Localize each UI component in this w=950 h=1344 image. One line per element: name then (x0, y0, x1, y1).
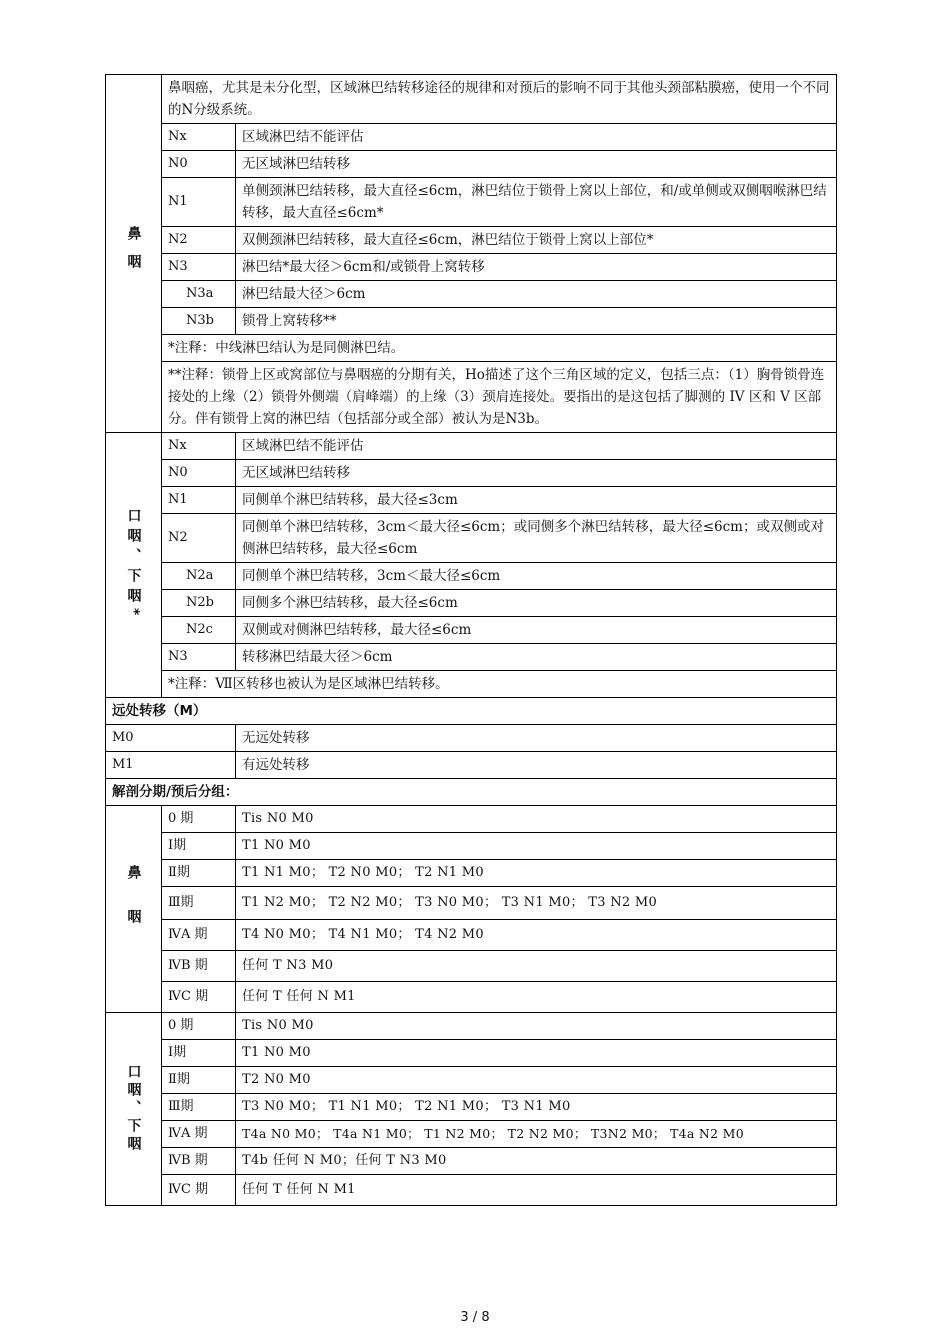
table-row (106, 460, 837, 487)
stage-name: ⅣC 期 (162, 982, 236, 1013)
n-desc: 区域淋巴结不能评估 (236, 433, 837, 460)
n-code: N0 (162, 460, 236, 487)
table-row (106, 590, 837, 617)
stage-combo: 任何 T N3 M0 (236, 951, 837, 982)
n-desc: 同侧单个淋巴结转移，最大径≤3cm (236, 487, 837, 514)
n-desc: 同侧多个淋巴结转移，最大径≤6cm (236, 590, 837, 617)
table-row (106, 433, 837, 460)
stage-name: ⅣA 期 (162, 1121, 236, 1148)
n-code: N2c (162, 617, 236, 644)
n-desc: 淋巴结最大径＞6cm (236, 281, 837, 308)
m-header-row (106, 698, 837, 725)
table-row (106, 487, 837, 514)
n-code: N1 (162, 178, 236, 227)
m-code: M0 (106, 725, 236, 752)
m-desc: 无远处转移 (236, 725, 837, 752)
stage-combo: T1 N2 M0； T2 N2 M0； T3 N0 M0； T3 N1 M0； T3 N2 M0 (236, 887, 837, 920)
oh-stage-group-label: 口咽、下咽 (106, 1013, 162, 1206)
table-row (106, 951, 837, 982)
stage-name: Ⅰ期 (162, 1040, 236, 1067)
table-row (106, 254, 837, 281)
stage-combo: T4 N0 M0； T4 N1 M0； T4 N2 M0 (236, 920, 837, 951)
n-code: Nx (162, 124, 236, 151)
stage-name: ⅣA 期 (162, 920, 236, 951)
stage-combo: T3 N0 M0； T1 N1 M0； T2 N1 M0； T3 N1 M0 (236, 1094, 837, 1121)
stage-name: ⅣB 期 (162, 1148, 236, 1175)
stage-combo: T1 N0 M0 (236, 833, 837, 860)
n-desc: 单侧颈淋巴结转移，最大直径≤6cm，淋巴结位于锁骨上窝以上部位，和/或单侧或双侧咽喉淋巴结转移，最大直径≤6cm* (236, 178, 837, 227)
n-code: N0 (162, 151, 236, 178)
table-row (106, 227, 837, 254)
stage-name: Ⅱ期 (162, 860, 236, 887)
table-row (106, 860, 837, 887)
stage-name: Ⅰ期 (162, 833, 236, 860)
stage-combo: T2 N0 M0 (236, 1067, 837, 1094)
n-desc: 同侧单个淋巴结转移，3cm＜最大径≤6cm；或同侧多个淋巴结转移，最大径≤6cm；或双侧或对侧淋巴结转移，最大径≤6cm (236, 514, 837, 563)
stage-combo: T1 N1 M0； T2 N0 M0； T2 N1 M0 (236, 860, 837, 887)
table-row (106, 1040, 837, 1067)
n-code: N3 (162, 254, 236, 281)
np-group-label: 鼻咽 (106, 75, 162, 433)
np-intro-row (106, 75, 837, 124)
stage-combo: T1 N0 M0 (236, 1040, 837, 1067)
table-row (106, 1094, 837, 1121)
stage-name: 0 期 (162, 806, 236, 833)
n-code: N3 (162, 644, 236, 671)
table-row (106, 151, 837, 178)
stage-header: 解剖分期/预后分组： (106, 779, 837, 806)
table-row (106, 308, 837, 335)
n-desc: 区域淋巴结不能评估 (236, 124, 837, 151)
n-desc: 双侧或对侧淋巴结转移，最大径≤6cm (236, 617, 837, 644)
stage-combo: T4b 任何 N M0；任何 T N3 M0 (236, 1148, 837, 1175)
np-note1-row (106, 335, 837, 362)
n-desc: 同侧单个淋巴结转移，3cm＜最大径≤6cm (236, 563, 837, 590)
oh-note: *注释：Ⅶ区转移也被认为是区域淋巴结转移。 (162, 671, 837, 698)
table-row (106, 281, 837, 308)
stage-name: Ⅲ期 (162, 887, 236, 920)
m-code: M1 (106, 752, 236, 779)
n-desc: 无区域淋巴结转移 (236, 151, 837, 178)
oh-note-row (106, 671, 837, 698)
oh-group-label: 口咽、下咽* (106, 433, 162, 698)
stage-combo: 任何 T 任何 N M1 (236, 982, 837, 1013)
np-note2-row (106, 362, 837, 433)
table-row (106, 178, 837, 227)
stage-name: ⅣB 期 (162, 951, 236, 982)
table-row (106, 1148, 837, 1175)
n-desc: 转移淋巴结最大径＞6cm (236, 644, 837, 671)
stage-name: Ⅲ期 (162, 1094, 236, 1121)
table-row (106, 1067, 837, 1094)
table-row (106, 982, 837, 1013)
table-row (106, 1175, 837, 1206)
n-code: Nx (162, 433, 236, 460)
n-code: N1 (162, 487, 236, 514)
np-stage-group-label: 鼻咽 (106, 806, 162, 1013)
n-code: N2b (162, 590, 236, 617)
table-row (106, 725, 837, 752)
stage-header-row (106, 779, 837, 806)
np-intro: 鼻咽癌，尤其是未分化型，区域淋巴结转移途径的规律和对预后的影响不同于其他头颈部粘膜癌，使用一个不同的N分级系统。 (162, 75, 837, 124)
stage-combo: T4a N0 M0； T4a N1 M0； T1 N2 M0； T2 N2 M0； T3N2 M0； T4a N2 M0 (236, 1121, 837, 1148)
table-row (106, 920, 837, 951)
page-number: 3 / 8 (460, 1310, 490, 1325)
n-desc: 双侧颈淋巴结转移，最大直径≤6cm，淋巴结位于锁骨上窝以上部位* (236, 227, 837, 254)
n-code: N2 (162, 514, 236, 563)
table-row (106, 887, 837, 920)
table-row (106, 1013, 837, 1040)
table-row (106, 644, 837, 671)
stage-name: ⅣC 期 (162, 1175, 236, 1206)
stage-name: 0 期 (162, 1013, 236, 1040)
stage-combo: 任何 T 任何 N M1 (236, 1175, 837, 1206)
n-code: N3a (162, 281, 236, 308)
table-row (106, 1121, 837, 1148)
np-note2: **注释：锁骨上区或窝部位与鼻咽癌的分期有关，Ho描述了这个三角区域的定义，包括三点：（1）胸骨锁骨连接处的上缘（2）锁骨外侧端（肩峰端）的上缘（3）颈肩连接处。要指出的是这包括了脚测的 IV 区和 V 区部分。伴有锁骨上窝的淋巴结（包括部分或全部）被认为是N3b。 (162, 362, 837, 433)
table-row (106, 514, 837, 563)
table-row (106, 833, 837, 860)
n-code: N2 (162, 227, 236, 254)
table-row (106, 752, 837, 779)
stage-combo: Tis N0 M0 (236, 806, 837, 833)
table-row (106, 617, 837, 644)
table-row (106, 563, 837, 590)
stage-combo: Tis N0 M0 (236, 1013, 837, 1040)
n-code: N2a (162, 563, 236, 590)
stage-name: Ⅱ期 (162, 1067, 236, 1094)
n-desc: 淋巴结*最大径＞6cm和/或锁骨上窝转移 (236, 254, 837, 281)
m-desc: 有远处转移 (236, 752, 837, 779)
n-desc: 无区域淋巴结转移 (236, 460, 837, 487)
n-desc: 锁骨上窝转移** (236, 308, 837, 335)
m-header: 远处转移（M） (106, 698, 837, 725)
table-row (106, 124, 837, 151)
staging-document (105, 74, 836, 1206)
n-code: N3b (162, 308, 236, 335)
table-row (106, 806, 837, 833)
np-note1: *注释：中线淋巴结认为是同侧淋巴结。 (162, 335, 837, 362)
staging-table (105, 74, 837, 1206)
